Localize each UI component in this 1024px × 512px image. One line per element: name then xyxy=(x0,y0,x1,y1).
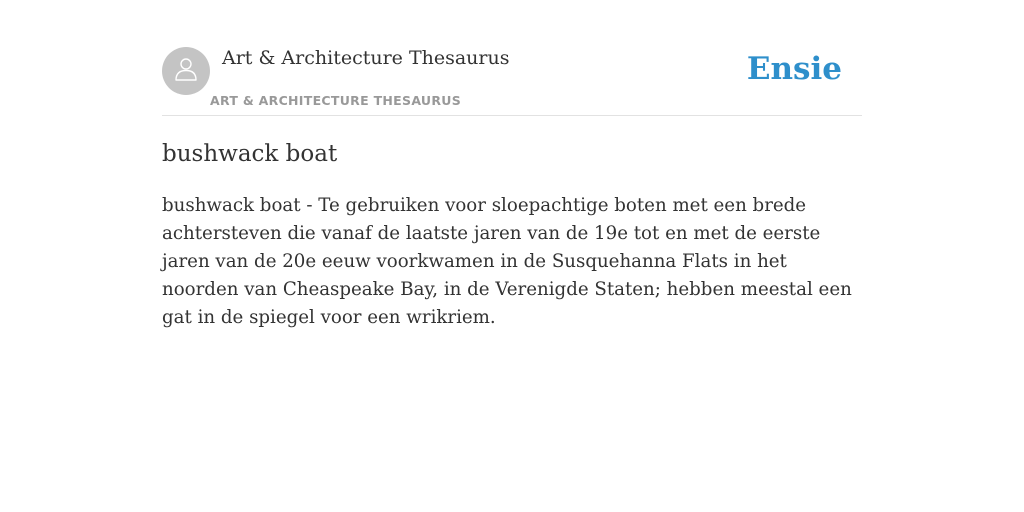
page-container xyxy=(162,0,862,328)
entry-definition: bushwack boat - Te gebruiken voor sloepachtige boten met een brede achtersteven die vanaf de laatste jaren van de 19e tot en met de eerste jaren van de 20e eeuw voorkwamen in de Susquehanna Flats in het noorden van Cheaspeake Bay, in de Verenigde Staten; hebben meestal een gat in de spiegel voor een wrikriem. xyxy=(162,195,852,328)
author-avatar[interactable] xyxy=(162,47,210,95)
author-subtitle: ART & ARCHITECTURE THESAURUS xyxy=(210,93,462,108)
author-name-link[interactable]: Art & Architecture Thesaurus xyxy=(222,47,510,69)
entry-title: bushwack boat xyxy=(162,141,338,167)
ensie-logo[interactable]: Ensie xyxy=(746,51,842,87)
author-header xyxy=(162,0,862,116)
user-silhouette-icon xyxy=(172,55,200,88)
